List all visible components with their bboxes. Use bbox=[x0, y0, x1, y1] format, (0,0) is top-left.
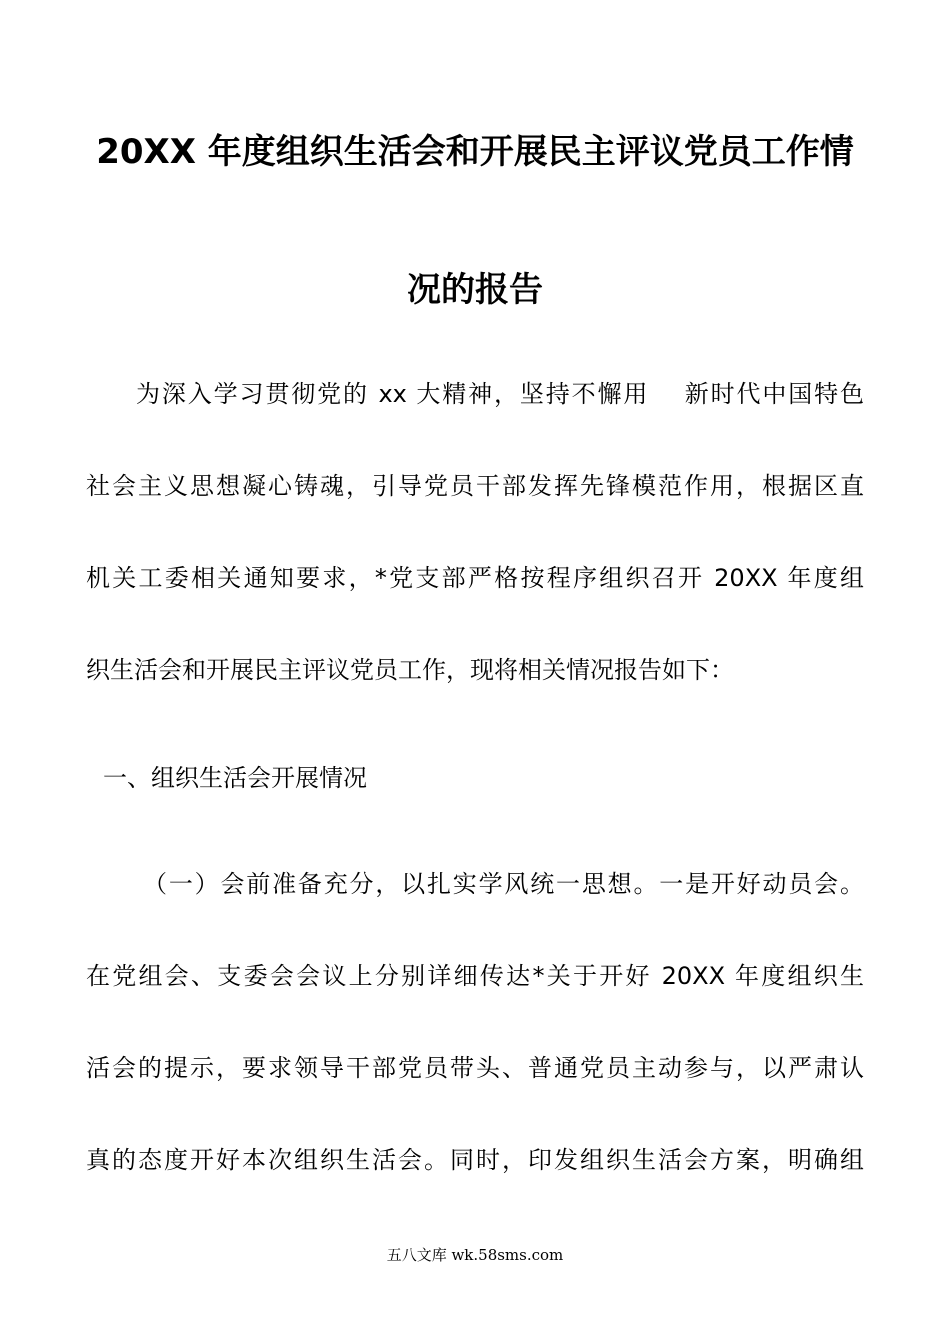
intro-line-2: 社会主义思想凝心铸魂，引导党员干部发挥先锋模范作用，根据区直 bbox=[86, 472, 864, 500]
document-title-line-2: 况的报告 bbox=[407, 270, 543, 310]
intro-line-4: 织生活会和开展民主评议党员工作，现将相关情况报告如下： bbox=[86, 656, 734, 684]
section-para-line-2: 在党组会、支委会会议上分别详细传达*关于开好 20XX 年度组织生 bbox=[86, 962, 864, 990]
section-heading: 一、组织生活会开展情况 bbox=[103, 764, 367, 792]
document-title-line-1: 20XX 年度组织生活会和开展民主评议党员工作情 bbox=[96, 132, 854, 172]
intro-line-3: 机关工委相关通知要求，*党支部严格按程序组织召开 20XX 年度组 bbox=[86, 564, 864, 592]
section-para-line-1: （一）会前准备充分，以扎实学风统一思想。一是开好动员会。 bbox=[143, 870, 864, 898]
intro-line-1: 为深入学习贯彻党的 xx 大精神，坚持不懈用 新时代中国特色 bbox=[136, 380, 864, 408]
footer-watermark: 五八文库 wk.58sms.com bbox=[386, 1246, 564, 1264]
section-para-line-4: 真的态度开好本次组织生活会。同时，印发组织生活会方案，明确组 bbox=[86, 1146, 864, 1174]
section-para-line-3: 活会的提示，要求领导干部党员带头、普通党员主动参与，以严肃认 bbox=[86, 1054, 864, 1082]
